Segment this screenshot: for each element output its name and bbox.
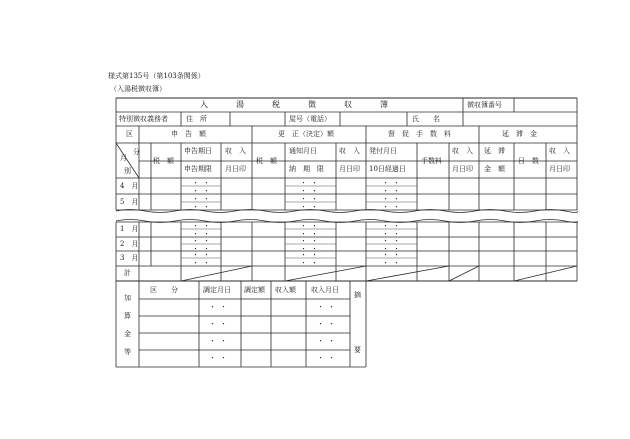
col-receipt-amount: 収入額 [275,286,296,294]
date-dots: ・・ [300,230,322,238]
date-dots: ・・ [209,303,231,311]
declaration-header: 申 告 額 [171,130,206,138]
date-dots: ・・ [209,337,231,345]
date-dots: ・・ [192,187,214,195]
date-dots: ・・ [382,179,404,187]
addition-side-label: 加 [124,294,131,302]
col-set-amount: 調定額 [244,286,265,294]
name-label: 氏 名 [412,115,440,123]
date-dots: ・・ [382,245,404,253]
date-dots: ・・ [300,259,322,267]
date-dots: ・・ [209,320,231,328]
date-dots: ・・ [317,337,339,345]
date-dots: ・・ [300,187,322,195]
betsu-label: 別 [124,167,131,175]
date-dots: ・・ [382,187,404,195]
date-dots: ・・ [317,320,339,328]
date-dots: ・・ [192,230,214,238]
form-label: 様式第135号（第103条関係） [108,72,205,80]
delinquency-header: 延 滞 金 [502,130,537,138]
col-set-date: 調定月日 [203,286,231,294]
date-dots: ・・ [382,251,404,259]
dunning-header: 督 促 手 数 料 [388,130,451,138]
delay-amount-header-2: 金 額 [484,165,505,173]
remarks-label: 要 [354,346,361,354]
month-row-label: 2 月 [120,240,139,248]
receipt-header-1: 収 入 [225,147,246,155]
col-kubun: 区 分 [150,286,178,294]
remarks-label: 摘 [354,291,361,299]
date-dots: ・・ [382,195,404,203]
date-dots: ・・ [382,259,404,267]
decl-date-header: 申告期日 [184,147,212,155]
month-row-label: 4 月 [120,182,139,190]
ten-days-header: 10日経過日 [369,165,406,173]
date-dots: ・・ [382,222,404,230]
ledger-title: 入 湯 税 徴 収 簿 [200,100,398,109]
receipt-header-4: 収 入 [549,147,570,155]
month-row-label: 1 月 [120,225,139,233]
addition-side-label: 算 [124,312,131,320]
date-dots: ・・ [192,222,214,230]
ledger-no-label: 徴収簿番号 [467,101,502,109]
tax-amount-header-1: 税 額 [153,157,174,165]
receipt-date-header-2: 月日印 [339,165,360,173]
shop-label: 屋号（電話） [289,115,331,123]
addition-side-label: 金 [124,330,131,338]
date-dots: ・・ [192,251,214,259]
date-dots: ・・ [300,179,322,187]
date-dots: ・・ [382,237,404,245]
date-dots: ・・ [300,237,322,245]
tax-amount-header-2: 税 額 [256,157,277,165]
delay-amount-header-1: 延 滞 [484,147,505,155]
date-dots: ・・ [192,179,214,187]
total-label: 計 [124,269,131,277]
date-dots: ・・ [317,303,339,311]
ku-label: 区 [126,130,133,138]
date-dots: ・・ [192,245,214,253]
days-header: 日 数 [518,157,539,165]
date-dots: ・・ [317,354,339,362]
date-dots: ・・ [300,195,322,203]
date-dots: ・・ [300,222,322,230]
date-dots: ・・ [192,237,214,245]
receipt-date-header-3: 月日印 [452,165,473,173]
date-dots: ・・ [192,195,214,203]
address-label: 住 所 [186,115,207,123]
col-receipt-date: 収入月日 [311,286,339,294]
payment-deadline-header: 納 期 限 [289,165,324,173]
addition-side-label: 等 [124,348,131,356]
receipt-date-header-4: 月日印 [549,165,570,173]
receipt-date-header-1: 月日印 [225,165,246,173]
month-row-label: 3 月 [120,254,139,262]
receipt-header-3: 収 入 [452,147,473,155]
issue-date-header: 発付月日 [369,147,397,155]
date-dots: ・・ [382,230,404,238]
month-row-label: 5 月 [120,198,139,206]
ledger-name: （入湯税徴収簿） [110,85,166,93]
receipt-header-2: 収 入 [339,147,360,155]
notice-date-header: 通知月日 [289,147,317,155]
obligor-label: 特別徴収義務者 [119,115,168,123]
bun-label: 分 [133,148,140,156]
month-label: 月 [120,154,127,162]
date-dots: ・・ [300,245,322,253]
date-dots: ・・ [192,259,214,267]
fee-header: 手数料 [421,157,442,165]
date-dots: ・・ [300,251,322,259]
date-dots: ・・ [382,203,404,211]
date-dots: ・・ [192,203,214,211]
date-dots: ・・ [209,354,231,362]
correction-header: 更 正（決定）額 [278,130,334,138]
date-dots: ・・ [300,203,322,211]
decl-deadline-header: 申告期限 [184,165,212,173]
